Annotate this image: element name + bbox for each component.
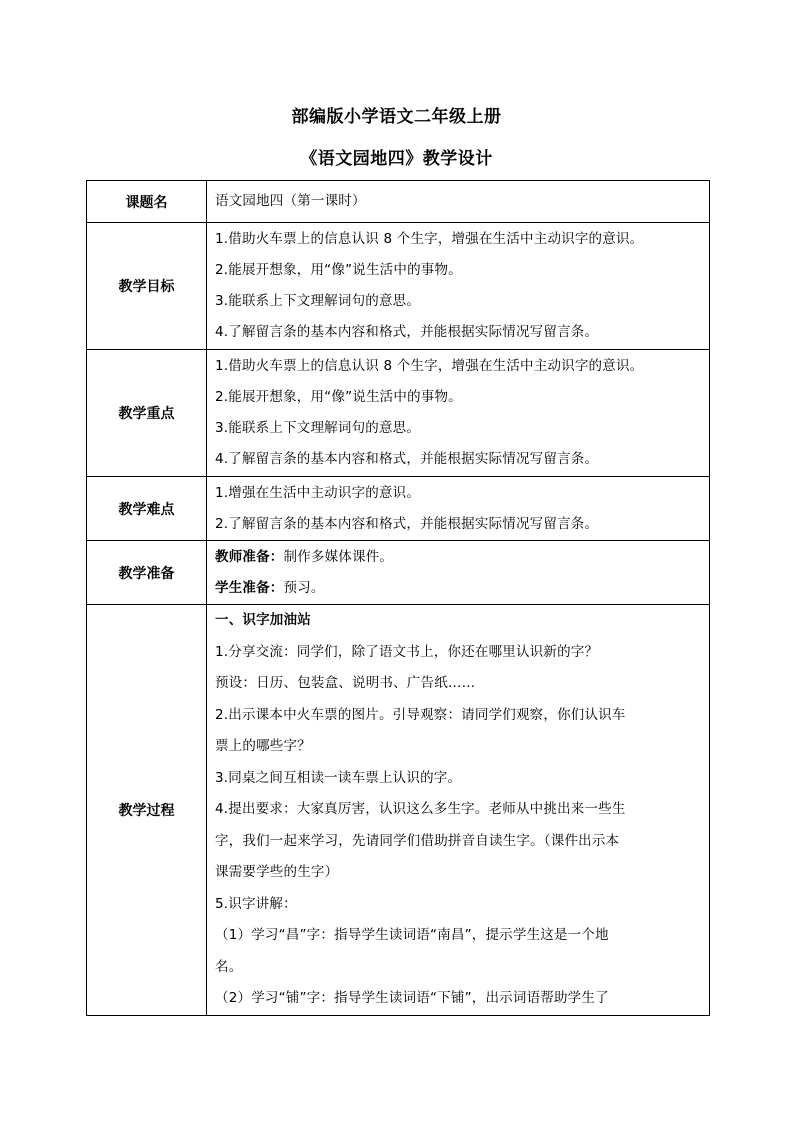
teacher-prep-value: 制作多媒体课件。 <box>283 548 394 565</box>
student-prep-label: 学生准备： <box>215 579 284 596</box>
process-section-title: 一、识字加油站 <box>215 612 311 628</box>
row-goals <box>87 223 710 350</box>
process-line: 2.出示课本中火车票的图片。引导观察：请同学们观察，你们认识车 <box>215 706 626 723</box>
row-process <box>87 605 710 1016</box>
value-difficulties <box>207 477 710 541</box>
process-line: 5.识字讲解： <box>215 895 297 912</box>
teacher-prep-label: 教师准备： <box>215 548 284 565</box>
label-process: 教学过程 <box>87 605 207 1016</box>
difficulty-item: 2.了解留言条的基本内容和格式，并能根据实际情况写留言条。 <box>215 515 599 532</box>
process-line: 4.提出要求：大家真厉害，认识这么多生字。老师从中挑出来一些生 <box>215 801 626 817</box>
student-prep <box>215 573 709 604</box>
value-process <box>207 605 710 1016</box>
label-difficulties: 教学难点 <box>87 477 207 541</box>
row-preparation <box>87 541 710 605</box>
goal-item: 2.能展开想象，用“像”说生活中的事物。 <box>215 262 462 278</box>
row-key-points <box>87 350 710 477</box>
topic-text: 语文园地四（第一课时） <box>215 193 366 209</box>
process-line: 字，我们一起来学习，先请同学们借助拼音自读生字。（课件出示本 <box>215 832 620 849</box>
label-preparation: 教学准备 <box>87 541 207 605</box>
process-line: 3.同桌之间互相读一读车票上认识的字。 <box>215 769 462 786</box>
lesson-plan-table <box>86 180 710 1016</box>
goal-item: 3.能联系上下文理解词句的意思。 <box>215 293 421 309</box>
label-topic: 课题名 <box>87 181 207 223</box>
difficulty-item: 1.增强在生活中主动识字的意识。 <box>215 484 421 501</box>
value-topic <box>207 181 710 223</box>
process-line: 名。 <box>215 958 243 975</box>
student-prep-value: 预习。 <box>283 579 325 596</box>
process-line: （2）学习“铺”字：指导学生读词语“下铺”，出示词语帮助学生了 <box>215 990 609 1006</box>
key-point-item: 2.能展开想象，用“像”说生活中的事物。 <box>215 389 462 405</box>
process-line: （1）学习“昌”字：指导学生读词语“南昌”，提示学生这是一个地 <box>215 927 609 943</box>
value-preparation <box>207 541 710 605</box>
value-key-points <box>207 350 710 477</box>
goal-item: 4.了解留言条的基本内容和格式，并能根据实际情况写留言条。 <box>215 324 599 340</box>
process-line: 预设：日历、包装盒、说明书、广告纸…… <box>215 675 476 691</box>
document-title: 部编版小学语文二年级上册 <box>291 107 502 127</box>
label-goals: 教学目标 <box>87 223 207 350</box>
process-line: 课需要学些的生字） <box>215 864 339 880</box>
key-point-item: 4.了解留言条的基本内容和格式，并能根据实际情况写留言条。 <box>215 451 599 467</box>
row-topic <box>87 181 710 223</box>
goal-item: 1.借助火车票上的信息认识 8 个生字，增强在生活中主动识字的意识。 <box>215 231 644 247</box>
process-line: 票上的哪些字？ <box>215 738 311 754</box>
process-line: 1.分享交流：同学们，除了语文书上，你还在哪里认识新的字？ <box>215 643 599 660</box>
key-point-item: 1.借助火车票上的信息认识 8 个生字，增强在生活中主动识字的意识。 <box>215 358 644 374</box>
teacher-prep <box>215 542 709 573</box>
key-point-item: 3.能联系上下文理解词句的意思。 <box>215 420 421 436</box>
value-goals <box>207 223 710 350</box>
document-subtitle: 《语文园地四》教学设计 <box>300 149 493 169</box>
row-difficulties <box>87 477 710 541</box>
label-key-points: 教学重点 <box>87 350 207 477</box>
